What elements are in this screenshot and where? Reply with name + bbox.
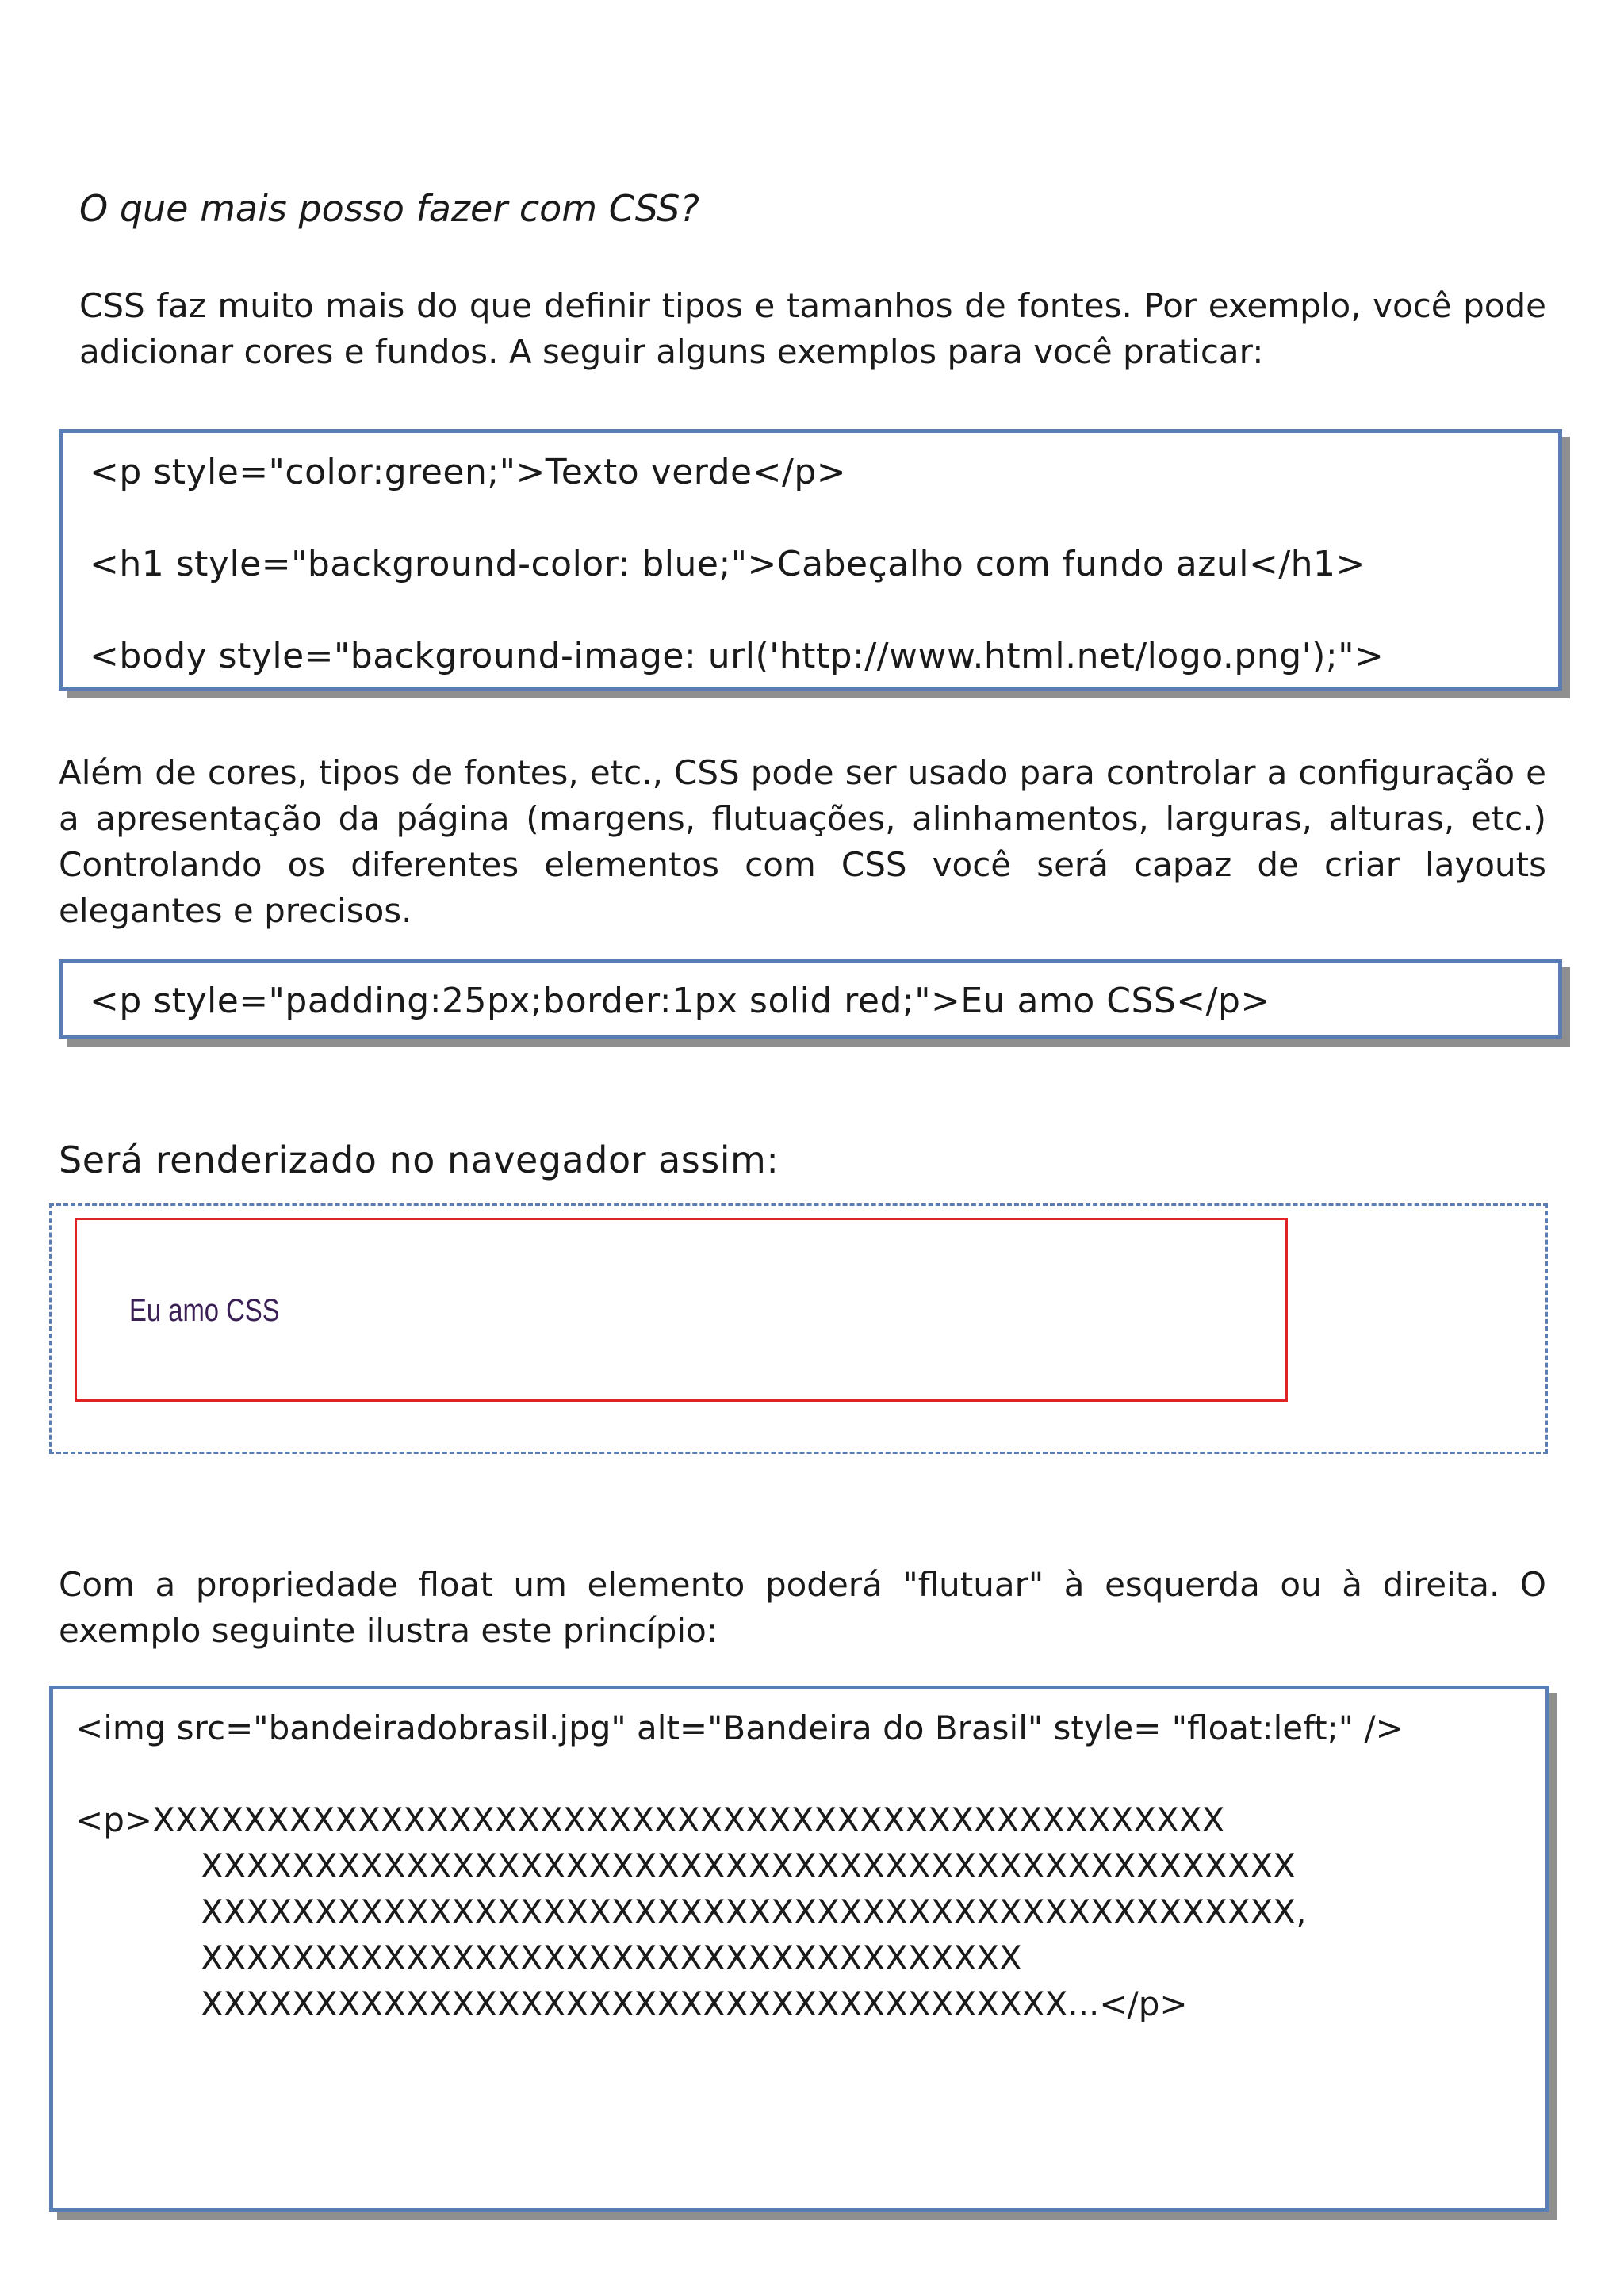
intro-text: CSS faz muito mais do que definir tipos e tamanhos de fontes. Por exemplo, você pode adicionar cores e fundos. A seguir alguns exemplos para você praticar: [79,286,1546,371]
code-line-padding: <p style="padding:25px;border:1px solid red;">Eu amo CSS</p> [90,981,1270,1021]
code-line-x-2: XXXXXXXXXXXXXXXXXXXXXXXXXXXXXXXXXXXXXXXXXXXXXXXX [201,1846,1297,1885]
code-example-colors [59,429,1562,691]
layout-paragraph [59,750,1546,934]
code-line-p-close: XXXXXXXXXXXXXXXXXXXXXXXXXXXXXXXXXXXXXX...</p> [201,1984,1188,2023]
intro-paragraph [79,283,1546,375]
float-paragraph [59,1562,1546,1654]
code-example-padding [59,959,1562,1039]
code-line-color: <p style="color:green;">Texto verde</p> [90,452,847,492]
code-line-background-color: <h1 style="background-color: blue;">Cabeçalho com fundo azul</h1> [90,544,1365,584]
code-line-p-open: <p>XXXXXXXXXXXXXXXXXXXXXXXXXXXXXXXXXXXXXXXXXXXXXXX [75,1800,1225,1839]
code-line-x-4: XXXXXXXXXXXXXXXXXXXXXXXXXXXXXXXXXXXX [201,1938,1022,1977]
code-line-background-image: <body style="background-image: url('http://www.html.net/logo.png');"> [90,636,1385,676]
section-heading: O que mais posso fazer com CSS? [79,187,699,230]
code-example-float [49,1686,1549,2212]
layout-text: Além de cores, tipos de fontes, etc., CSS pode ser usado para controlar a configuração e a apresentação da página (margens, flutuações, alinhamentos, larguras, alturas, etc.) Controlando os diferentes elementos com CSS você será capaz de criar layouts elegantes e precisos. [59,753,1546,930]
rendered-label: Será renderizado no navegador assim: [59,1138,779,1181]
float-text: Com a propriedade float um elemento poderá "flutuar" à esquerda ou à direita. O exemplo seguinte ilustra este princípio: [59,1565,1546,1650]
rendered-paragraph-box [75,1218,1288,1402]
rendered-paragraph-text: Eu amo CSS [129,1293,280,1328]
code-line-x-3: XXXXXXXXXXXXXXXXXXXXXXXXXXXXXXXXXXXXXXXXXXXXXXXX, [201,1892,1307,1931]
code-line-img: <img src="bandeiradobrasil.jpg" alt="Bandeira do Brasil" style= "float:left;" /> [75,1709,1404,1747]
